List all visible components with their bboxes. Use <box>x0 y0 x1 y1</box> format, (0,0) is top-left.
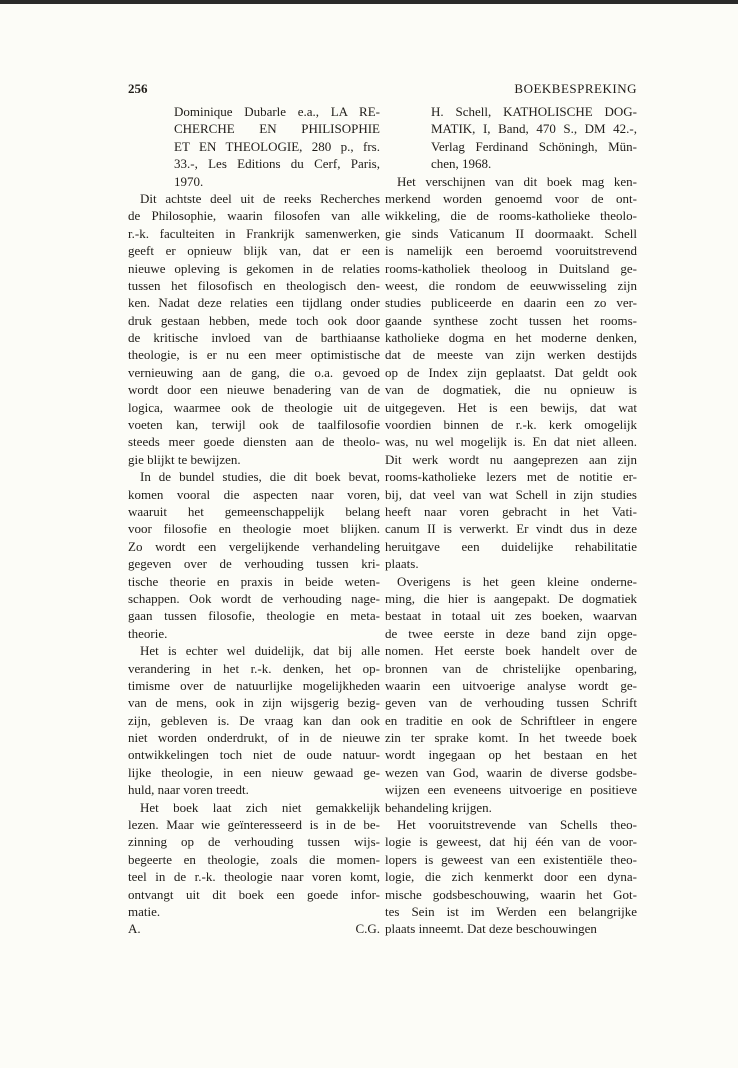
left-column <box>128 103 380 938</box>
paragraph-line: Dit achtste deel uit de reeks Recherches <box>140 190 380 206</box>
paragraph-line: zijn, gebleven is. De vraag kan dan ook <box>128 712 380 728</box>
paragraph-line: mische godsbeschouwing, waarin het Got- <box>385 886 637 902</box>
paragraph-line: gaande synthese zocht tussen het rooms- <box>385 312 637 328</box>
paragraph-line: lezen. Maar wie geïnteresseerd is in de be- <box>128 817 380 833</box>
paragraph-line: de kritische invloed van de barthiaanse <box>128 330 380 346</box>
paragraph-line: ming, die hier is aangepakt. De dogmatiek <box>385 590 637 606</box>
page-top-edge <box>0 0 738 4</box>
paragraph-line: katholieke dogma en het moderne denken, <box>385 330 637 346</box>
paragraph-line: vernieuwing aan de gang, die o.a. gevoed <box>128 364 380 380</box>
paragraph-line: bestaat in totaal uit zes boeken, waarvan <box>385 608 637 624</box>
paragraph-line: behandeling krijgen. <box>385 799 492 815</box>
paragraph-line: voor filosofie en theologie moet blijken. <box>128 521 380 537</box>
paragraph-line: bronnen van de christelijke openbaring, <box>385 660 637 676</box>
paragraph-line: lijke theologie, in een nieuw gewaad ge- <box>128 764 380 780</box>
running-title: BOEKBESPREKING <box>514 81 637 96</box>
paragraph-line: waarin een uitvoerige analyse wordt ge- <box>385 677 637 693</box>
paragraph-line: was, nu wel mogelijk is. En dat niet alleen. <box>385 434 637 450</box>
review-heading-line: Verlag Ferdinand Schöningh, Mün- <box>431 138 637 154</box>
review-heading-line: ET EN THEOLOGIE, 280 p., frs. <box>174 138 380 154</box>
review-heading-line: CHERCHE EN PHILISOPHIE <box>174 121 380 137</box>
paragraph-line: gie blijkt te bewijzen. <box>128 451 241 467</box>
paragraph-line: heruitgave een duidelijke rehabilitatie <box>385 538 637 554</box>
paragraph-line: voeten kan, terwijl ook de taalfilosofie <box>128 417 380 433</box>
review-heading-line: Dominique Dubarle e.a., LA RE- <box>174 104 380 119</box>
paragraph-line: nomen. Het eerste boek handelt over de <box>385 643 637 659</box>
paragraph-line: wikkeling, die de rooms-katholieke theolo- <box>385 208 637 224</box>
paragraph-line: voordien binnen de r.-k. kerk omogelijk <box>385 417 637 433</box>
paragraph-line: komen vooral die aspecten naar voren, <box>128 486 380 502</box>
paragraph-line: uitgegeven. Het is een bewijs, dat wat <box>385 399 637 415</box>
paragraph-line: theorie. <box>128 625 168 641</box>
paragraph-line: heeft naar voren gebracht in het Vati- <box>385 503 637 519</box>
paragraph-line: Het is echter wel duidelijk, dat bij alle <box>140 643 380 659</box>
paragraph-line: rooms-katholieke lezers met de notitie er- <box>385 469 637 485</box>
paragraph-line: begeerte en theologie, zoals die momen- <box>128 851 380 867</box>
paragraph-line: Overigens is het geen kleine onderne- <box>397 573 637 589</box>
paragraph-line: gie sinds Vaticanum II doormaakt. Schell <box>385 225 637 241</box>
paragraph-line: logie is geweest, dat hij één van de voor- <box>385 834 637 850</box>
paragraph-line: Het vooruitstrevende van Schells theo- <box>397 817 637 833</box>
paragraph-line: druk gestaan hebben, mede toch ook door <box>128 312 380 328</box>
paragraph-line: timisme over de natuurlijke mogelijkheden <box>128 677 380 693</box>
paragraph-line: tische theorie en praxis in beide weten- <box>128 573 380 589</box>
paragraph-line: de Philosophie, waarin filosofen van alle <box>128 208 380 224</box>
paragraph-line: lopers is geweest van een existentiële theo- <box>385 851 637 867</box>
paragraph-line: In de bundel studies, die dit boek bevat, <box>140 469 380 485</box>
paragraph-line: steeds meer goede diensten aan de theolo- <box>128 434 380 450</box>
signature-line <box>128 920 380 937</box>
paragraph-line: de twee eerste in deze band zijn opge- <box>385 625 637 641</box>
paragraph-line: zin ter sprake komt. In het tweede boek <box>385 730 637 746</box>
paragraph-line: weest, die rondom de eeuwwisseling zijn <box>385 277 637 293</box>
paragraph-line: Dit werk wordt nu aangeprezen aan zijn <box>385 451 637 467</box>
paragraph-line: schappen. Ook wordt de verhouding nage- <box>128 590 380 606</box>
paragraph-line: nieuwe opleving is gekomen in de relaties <box>128 260 380 276</box>
review-heading-line: chen, 1968. <box>431 156 492 172</box>
paragraph-line: van de mens, ook in zijn wijsgerig bezig- <box>128 695 380 711</box>
paragraph-line: rooms-katholiek theoloog in Duitsland ge- <box>385 260 637 276</box>
paragraph-line: gegeven over de verhouding tussen kri- <box>128 556 380 572</box>
paragraph-line: wordt ingegaan op het bestaan en het <box>385 747 637 763</box>
paragraph-line: plaats inneemt. Dat deze beschouwingen <box>385 921 597 937</box>
paragraph-line: Het verschijnen van dit boek mag ken- <box>397 173 637 189</box>
paragraph-line: gaan tussen filosofie, theologie en meta- <box>128 608 380 624</box>
review-heading-line: MATIK, I, Band, 470 S., DM 42.-, <box>431 121 637 137</box>
signature-initial: A. <box>128 921 141 937</box>
paragraph-line: tes Sein ist im Werden een belangrijke <box>385 903 637 919</box>
paragraph-line: r.-k. faculteiten in Frankrijk samenwerken, <box>128 225 380 241</box>
paragraph-line: en traditie en ook de Schriftleer in engere <box>385 712 637 728</box>
paragraph-line: zinning op de verhouding tussen wijs- <box>128 834 380 850</box>
reviewer-initials: C.G. <box>355 921 380 937</box>
paragraph-line: Het boek laat zich niet gemakkelijk <box>140 799 380 815</box>
paragraph-line: waaruit het gemeenschappelijk belang <box>128 503 380 519</box>
paragraph-line: op de Index zijn geplaatst. Dat geldt ook <box>385 364 637 380</box>
paragraph-line: bij, dat veel van wat Schell in zijn studies <box>385 486 637 502</box>
paragraph-line: plaats. <box>385 556 419 572</box>
paragraph-line: dat de meeste van zijn werken destijds <box>385 347 637 363</box>
paragraph-line: matie. <box>128 903 161 919</box>
paragraph-line: studies publiceerde en daarin een zo ver- <box>385 295 637 311</box>
paragraph-line: teel in de r.-k. theologie naar voren komt, <box>128 869 380 885</box>
review-heading-line: 1970. <box>174 173 204 189</box>
paragraph-line: ontvangt uit dit boek een goede infor- <box>128 886 380 902</box>
right-column <box>385 103 637 938</box>
review-heading-line: 33.-, Les Editions du Cerf, Paris, <box>174 156 380 172</box>
paragraph-line: wezen van God, waarin de diverse godsbe- <box>385 764 637 780</box>
paragraph-line: ontwikkelingen toch niet de oude natuur- <box>128 747 380 763</box>
paragraph-line: tussen het filosofisch en theologisch den- <box>128 277 380 293</box>
paragraph-line: merkend worden genoemd voor de ont- <box>385 190 637 206</box>
review-heading-line: H. Schell, KATHOLISCHE DOG- <box>431 104 637 119</box>
paragraph-line: wijzen een eveneens uitvoerige en positieve <box>385 782 637 798</box>
paragraph-line: geeft er opnieuw blijk van, dat er een <box>128 243 380 259</box>
paragraph-line: logica, waarmee ook de theologie uit de <box>128 399 380 415</box>
paragraph-line: niet worden onderdrukt, of in de nieuwe <box>128 730 380 746</box>
paragraph-line: logie, die zich kenmerkt door een dyna- <box>385 869 637 885</box>
paragraph-line: huld, naar voren treedt. <box>128 782 249 798</box>
paragraph-line: canum II is verwerkt. Er vindt dus in deze <box>385 521 637 537</box>
paragraph-line: is namelijk een beroemd vooruitstrevend <box>385 243 637 259</box>
paragraph-line: Zo wordt een vergelijkende verhandeling <box>128 538 380 554</box>
paragraph-line: theologie, is er nu een meer optimistische <box>128 347 380 363</box>
paragraph-line: verandering in het r.-k. denken, het op- <box>128 660 380 676</box>
paragraph-line: van de dogmatiek, die nu opnieuw is <box>385 382 637 398</box>
paragraph-line: wordt door een nieuwe benadering van de <box>128 382 380 398</box>
page-number: 256 <box>128 81 148 96</box>
paragraph-line: geven van de verhouding tussen Schrift <box>385 695 637 711</box>
paragraph-line: ken. Nadat deze relaties een tijdlang onder <box>128 295 380 311</box>
